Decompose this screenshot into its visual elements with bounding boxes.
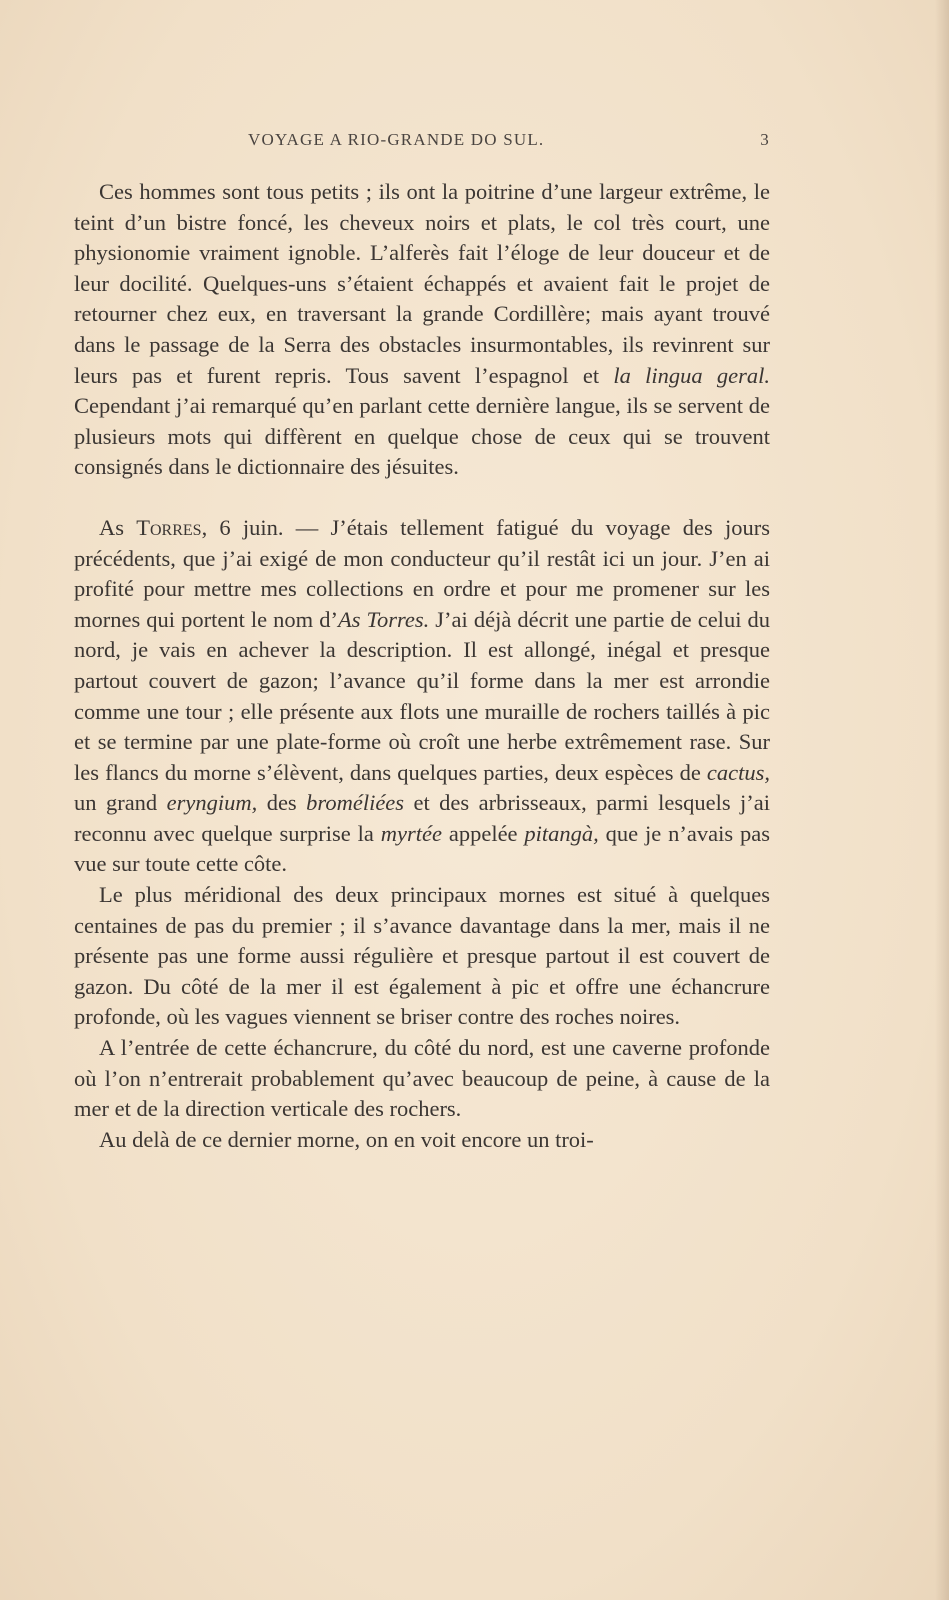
italic-text: myrtée	[380, 820, 442, 846]
body-text	[74, 177, 770, 1155]
text-segment: Ces hommes sont tous petits ; ils ont la poitrine d’une largeur extrême, le teint d’un bistre foncé, les cheveux noirs et plats, le col très court, une physionomie vraiment ignoble. L’alferès fait l’éloge de leur douceur et de leur docilité. Quelques-uns s’étaient échappés et avaient fait le projet de retourner chez eux, en traversant la grande Cordillère; mais ayant trouvé dans le passage de la Serra des obstacles insurmontables, ils revinrent sur leurs pas et furent repris. Tous savent l’espagnol et	[74, 179, 770, 388]
paragraph	[74, 177, 770, 483]
page-edge-shadow	[935, 0, 949, 1600]
text-segment: Au delà de ce dernier morne, on en voit encore un troi-	[99, 1126, 594, 1152]
text-segment: un grand	[74, 790, 167, 816]
text-segment: Le plus méridional des deux principaux mornes est situé à quelques centaines de pas du premier ; il s’avance davantage dans la mer, mais il ne présente pas une forme aussi régulière et presque partout il est couvert de gazon. Du côté de la mer il est également à pic et offre une échancrure profonde, où les vagues viennent se briser contre des roches noires.	[74, 882, 770, 1030]
text-segment: que je n’avais pas vue sur toute cette côte.	[74, 820, 770, 877]
paragraph	[74, 1125, 770, 1156]
text-segment: appelée	[441, 820, 525, 846]
text-segment: et des arbrisseaux, parmi lesquels j’ai reconnu avec quelque surprise la	[74, 790, 771, 846]
text-segment: A l’entrée de cette échancrure, du côté du nord, est une caverne profonde où l’on n’entrerait probablement qu’avec beaucoup de peine, à cause de la mer et de la direction verticale des rochers.	[74, 1035, 770, 1122]
paragraph	[74, 513, 770, 880]
page-number: 3	[760, 130, 770, 149]
italic-text: As Torres.	[337, 606, 430, 632]
place-name: Torres	[136, 514, 202, 540]
paragraph	[74, 1033, 770, 1125]
text-segment: As	[99, 514, 137, 540]
text-segment: Cependant j’ai remarqué qu’en parlant cette dernière langue, ils se servent de plusieurs mots qui diffèrent en quelque chose de ceux qui se trouvent consignés dans le dictionnaire des jésuites.	[74, 393, 770, 480]
italic-text: la lingua geral.	[613, 362, 771, 388]
running-title: VOYAGE A RIO-GRANDE DO SUL.	[248, 130, 545, 149]
paragraph	[74, 880, 770, 1033]
italic-text: broméliées	[306, 790, 405, 816]
text-segment: J’ai déjà décrit une partie de celui du nord, je vais en achever la description. Il est allongé, inégal et presque partout couvert de gazon; l’avance qu’il forme dans la mer est arrondie comme une tour ; elle présente aux flots une muraille de rochers taillés à pic et se termine par une plate-forme où croît une herbe extrêmement rase. Sur les flancs du morne s’élèvent, dans quelques parties, deux espèces de	[74, 606, 770, 785]
running-header	[74, 130, 770, 156]
italic-text: cactus,	[706, 759, 770, 785]
text-segment: des	[257, 790, 307, 816]
italic-text: pitangà,	[524, 820, 599, 846]
italic-text: eryngium,	[166, 790, 258, 816]
text-segment: , 6 juin. — J’étais tellement fatigué du voyage des jours précédents, que j’ai exigé de mon conducteur qu’il restât ici un jour. J’en ai profité pour mettre mes collections en ordre et pour me promener sur les mornes qui portent le nom d’	[74, 514, 770, 632]
